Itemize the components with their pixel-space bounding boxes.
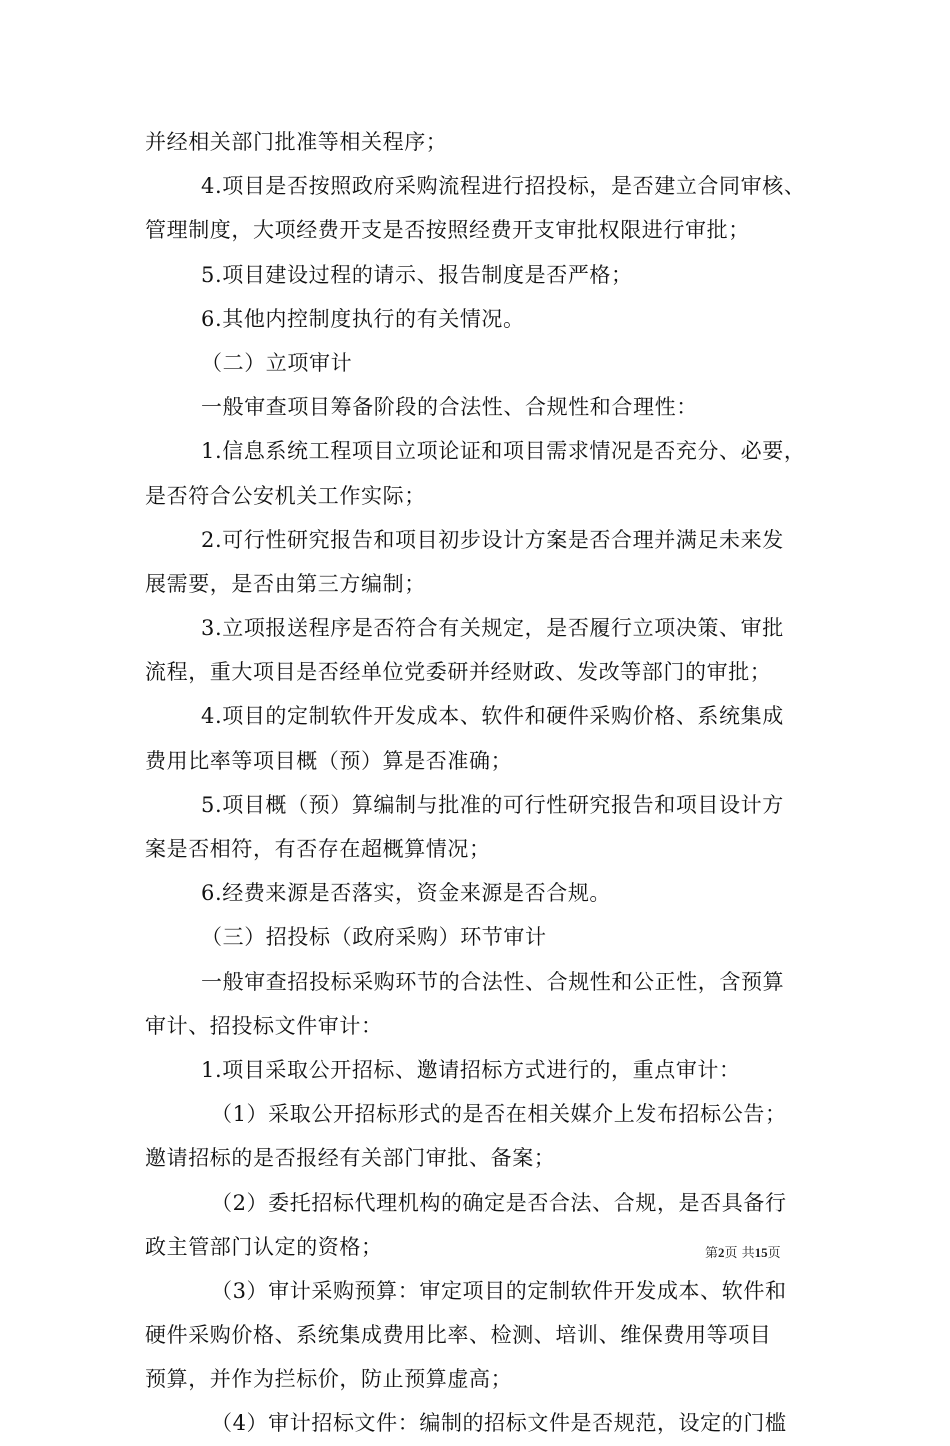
- text-line: 案是否相符，有否存在超概算情况；: [145, 837, 491, 861]
- text-line: 1.项目采取公开招标、邀请招标方式进行的，重点审计：: [201, 1057, 741, 1082]
- text-line: 4.项目的定制软件开发成本、软件和硬件采购价格、系统集成: [201, 704, 784, 729]
- page-footer: [705, 1245, 781, 1262]
- text-line: 1.信息系统工程项目立项论证和项目需求情况是否充分、必要，: [201, 439, 806, 464]
- text-line: 4.项目是否按照政府采购流程进行招投标，是否建立合同审核、: [201, 174, 806, 199]
- text-line: 政主管部门认定的资格；: [145, 1234, 383, 1259]
- text-line: 展需要，是否由第三方编制；: [145, 571, 426, 596]
- text-line: 预算，并作为拦标价，防止预算虚高；: [145, 1367, 513, 1392]
- text-line: 5.项目概（预）算编制与批准的可行性研究报告和项目设计方: [201, 792, 784, 817]
- text-line: （3）审计采购预算：审定项目的定制软件开发成本、软件和: [211, 1278, 787, 1303]
- text-line: 审计、招投标文件审计：: [145, 1013, 383, 1038]
- text-line: 管理制度，大项经费开支是否按照经费开支审批权限进行审批；: [145, 218, 750, 243]
- text-line: 并经相关部门批准等相关程序；: [145, 130, 448, 154]
- text-line: （2）委托招标代理机构的确定是否合法、合规，是否具备行: [211, 1190, 787, 1215]
- text-line: 流程，重大项目是否经单位党委研并经财政、发改等部门的审批；: [145, 660, 772, 685]
- text-line: （1）采取公开招标形式的是否在相关媒介上发布招标公告；: [211, 1102, 787, 1127]
- text-line: 费用比率等项目概（预）算是否准确；: [145, 748, 513, 773]
- text-line: 邀请招标的是否报经有关部门审批、备案；: [145, 1146, 556, 1171]
- text-line: 一般审查招投标采购环节的合法性、合规性和公正性，含预算: [201, 969, 785, 994]
- footer-page-number: 2: [718, 1245, 725, 1260]
- text-line: 3.立项报送程序是否符合有关规定，是否履行立项决策、审批: [201, 616, 784, 641]
- text-line: 一般审查项目筹备阶段的合法性、合规性和合理性：: [201, 395, 698, 420]
- text-line: （4）审计招标文件：编制的招标文件是否规范，设定的门槛: [211, 1411, 787, 1436]
- text-line: 6.其他内控制度执行的有关情况。: [201, 306, 525, 331]
- text-line: （三）招投标（政府采购）环节审计: [201, 925, 547, 950]
- footer-suffix: 页: [767, 1246, 781, 1261]
- text-line: 2.可行性研究报告和项目初步设计方案是否合理并满足未来发: [201, 527, 784, 552]
- footer-prefix: 第: [705, 1246, 719, 1261]
- text-line: （二）立项审计: [201, 350, 353, 375]
- text-line: 是否符合公安机关工作实际；: [145, 483, 426, 508]
- footer-total-pages: 15: [754, 1245, 768, 1260]
- text-line: 6.经费来源是否落实，资金来源是否合规。: [201, 881, 612, 906]
- footer-middle: 页 共: [724, 1246, 755, 1261]
- text-line: 5.项目建设过程的请示、报告制度是否严格；: [201, 262, 633, 287]
- text-line: 硬件采购价格、系统集成费用比率、检测、培训、维保费用等项目: [145, 1323, 772, 1348]
